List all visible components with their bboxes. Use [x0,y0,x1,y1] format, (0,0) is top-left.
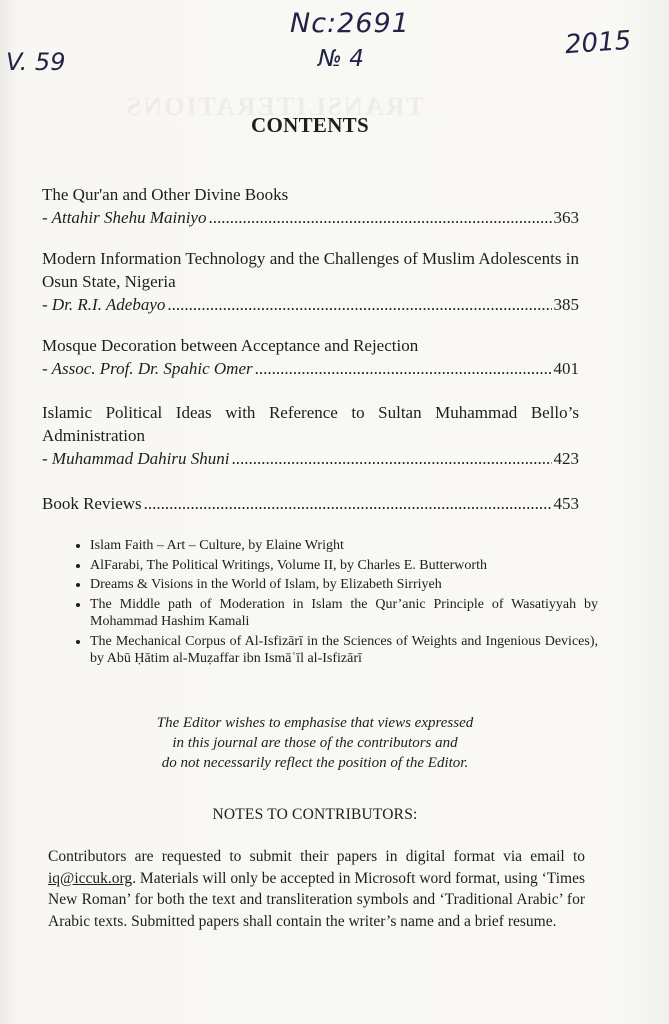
editor-disclaimer [90,713,540,773]
book-reviews-page: 453 [553,494,579,513]
list-item: • AlFarabi, The Political Writings, Volume II, by Charles E. Butterworth [90,557,598,575]
toc-entry [42,183,579,229]
list-item: • The Middle path of Moderation in Islam the Qur’anic Principle of Wasatiyyah by Mohammad Hashim Kamali [90,596,598,631]
toc-entry-title: Islamic Political Ideas with Reference to Sultan Muhammad Bello’s Administration [42,403,579,445]
notes-heading: NOTES TO CONTRIBUTORS: [212,806,418,823]
toc-entry-author: - Attahir Shehu Mainiyo [42,208,207,227]
toc-entry [42,247,579,316]
handwritten-call-number: Nc:2691 [290,8,410,39]
list-item: • Islam Faith – Art – Culture, by Elaine Wright [90,537,598,555]
email-link[interactable]: iq@iccuk.org [48,869,133,887]
book-reviews-list [66,537,598,670]
list-item: • Dreams & Visions in the World of Islam, by Elizabeth Sirriyeh [90,576,598,594]
handwritten-issue-number: № 4 [318,46,364,72]
notes-text-after: . Materials will only be accepted in Microsoft word format, using ‘Times New Roman’ for both the text and transliteration symbols and ‘Traditional Arabic’ for Arabic texts. Submitted papers shall contain the writer’s name and a brief resume. [48,869,585,930]
book-reviews-label: Book Reviews [42,494,142,513]
page-title: CONTENTS [251,113,369,137]
disclaimer-line: The Editor wishes to emphasise that views expressed [156,715,474,731]
toc-entry-page: 423 [553,449,579,468]
toc-entry-page: 401 [553,359,579,378]
dot-leader [231,447,551,470]
toc-entry-author: - Assoc. Prof. Dr. Spahic Omer [42,359,253,378]
dot-leader [208,206,551,229]
notes-paragraph [48,846,585,932]
toc-entry-author: - Dr. R.I. Adebayo [42,295,166,314]
disclaimer-line: do not necessarily reflect the position of the Editor. [161,755,469,771]
toc-entry [42,401,579,470]
notes-text-before: Contributors are requested to submit their papers in digital format via email to [48,848,585,865]
dot-leader [144,492,552,515]
book-reviews-entry [42,492,579,515]
toc-entry-title: The Qur'an and Other Divine Books [42,185,289,204]
toc-entry-page: 363 [553,208,579,227]
dot-leader [167,293,551,316]
disclaimer-line: in this journal are those of the contributors and [172,735,458,751]
toc-entry [42,334,579,380]
dot-leader [255,357,552,380]
toc-entry-title: Modern Information Technology and the Challenges of Muslim Adolescents in Osun State, Nigeria [42,249,579,291]
toc-entry-author: - Muhammad Dahiru Shuni [42,449,230,468]
toc-entry-title: Mosque Decoration between Acceptance and Rejection [42,336,419,355]
list-item: • The Mechanical Corpus of Al-Isfizārī in the Sciences of Weights and Ingenious Devices), by Abū Ḥātim al-Muẓaffar ibn Ismāʿīl al-Isfizārī [90,633,598,668]
toc-entry-page: 385 [553,295,579,314]
handwritten-year: 2015 [564,25,633,61]
handwritten-volume: V. 59 [6,48,66,76]
